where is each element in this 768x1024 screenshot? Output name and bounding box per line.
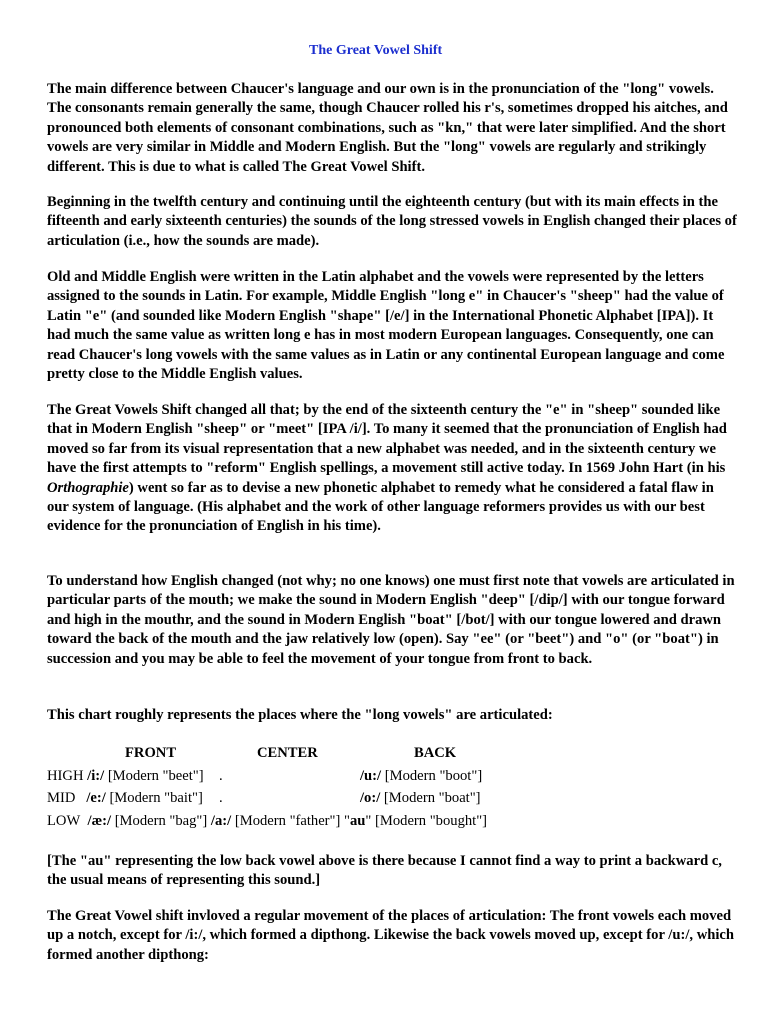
center-vowel-placeholder: . [219, 790, 223, 806]
vowel-chart-row-high [47, 765, 737, 788]
front-vowel-word: [Modern "bag"] [111, 812, 208, 829]
front-vowel-word: [Modern "beet"] [104, 767, 204, 784]
paragraph-spelling-reform-text-1: The Great Vowels Shift changed all that; by the end of the sixteenth century the "e" in "sheep" sounded like that in Modern English "sheep" or "meet" [IPA /i/]. To many it seemed that the pronunciation of English had moved so far from its visual representation that a new alphabet was needed, and in the sixteenth century we have the first attempts to "reform" English spellings, a movement still active today. In 1569 John Hart (in his [47, 402, 727, 477]
center-vowel-word: [Modern "father"] " [231, 812, 350, 829]
vowel-chart-header-row [47, 742, 737, 765]
paragraph-articulation: To understand how English changed (not why; no one knows) one must first note that vowels are articulated in particular parts of the mouth; we make the sound in Modern English "deep" [/dip/] with our tongue forward and high in the mouthr, and the sound in Modern English "boat" [/bot/] with our tongue lowered and drawn toward the back of the mouth and the jaw relatively low (open). Say "ee" (or "beet") and "o" (or "boat") in succession and you may be able to feel the movement of your tongue from front to back. [47, 573, 735, 667]
row-label: LOW [47, 812, 81, 829]
row-label: MID [47, 790, 76, 806]
back-vowel-word: " [Modern "bought"] [365, 812, 488, 829]
vowel-chart-row-mid [47, 787, 737, 810]
back-vowel-symbol: /o:/ [360, 790, 381, 806]
header-front: FRONT [125, 745, 177, 761]
front-vowel-symbol: /e:/ [86, 790, 106, 806]
paragraph-shift-movement: The Great Vowel shift invloved a regular movement of the places of articulation: The front vowels each moved up a notch, except for /i:/, which formed a dipthong. Likewise the back vowels moved up, except for /u:/, which formed another dipthong: [47, 908, 734, 963]
page-title: The Great Vowel Shift [309, 43, 443, 58]
orthographie-title: Orthographie [47, 479, 129, 496]
back-vowel-symbol: /u:/ [360, 767, 382, 784]
vowel-chart-row-low [47, 810, 737, 833]
front-vowel-symbol: /i:/ [87, 767, 105, 784]
vowel-chart [47, 742, 737, 832]
back-vowel-word: [Modern "boat"] [380, 790, 481, 806]
paragraph-latin-alphabet: Old and Middle English were written in the Latin alphabet and the vowels were represented by the letters assigned to the sounds in Latin. For example, Middle English "long e" in Chaucer's "sheep" had the value of Latin "e" (and sounded like Modern English "shape" [/e/] in the International Phonetic Alphabet [IPA]). It had much the same value as written long e has in most modern European languages. Consequently, one can read Chaucer's long vowels with the same values as in Latin or any continental European language and come pretty close to the Middle English values. [47, 269, 725, 383]
back-vowel-symbol: au [349, 812, 366, 829]
row-label: HIGH [47, 767, 84, 784]
center-vowel-symbol: /a:/ [210, 812, 232, 829]
paragraph-history: Beginning in the twelfth century and continuing until the eighteenth century (but with its main effects in the fifteenth and early sixteenth centuries) the sounds of the long stressed vowels in English changed their places of articulation (i.e., how the sounds are made). [47, 194, 737, 249]
paragraph-spelling-reform [47, 401, 737, 537]
paragraph-backward-c-note: [The "au" representing the low back vowel above is there because I cannot find a way to print a backward c, the usual means of representing this sound.] [47, 853, 722, 889]
back-vowel-word: [Modern "boot"] [381, 767, 483, 784]
front-vowel-symbol: /æ:/ [87, 812, 112, 829]
paragraph-chart-intro: This chart roughly represents the places where the "long vowels" are articulated: [47, 707, 553, 723]
paragraph-intro: The main difference between Chaucer's language and our own is in the pronunciation of the "long" vowels. The consonants remain generally the same, though Chaucer rolled his r's, sometimes dropped his aitches, and pronounced both elements of consonant combinations, such as "kn," that were later simplified. And the short vowels are very similar in Middle and Modern English. But the "long" vowels are regularly and strikingly different. This is due to what is called The Great Vowel Shift. [47, 81, 728, 175]
paragraph-spelling-reform-text-2: ) went so far as to devise a new phonetic alphabet to remedy what he considered a fatal flaw in our system of language. (His alphabet and the work of other language reformers provides us with our best evidence for the pronunciation of English in his time). [47, 479, 714, 535]
center-vowel-placeholder: . [219, 767, 223, 784]
header-center: CENTER [257, 745, 318, 761]
front-vowel-word: [Modern "bait"] [105, 790, 203, 806]
header-back: BACK [414, 745, 457, 761]
